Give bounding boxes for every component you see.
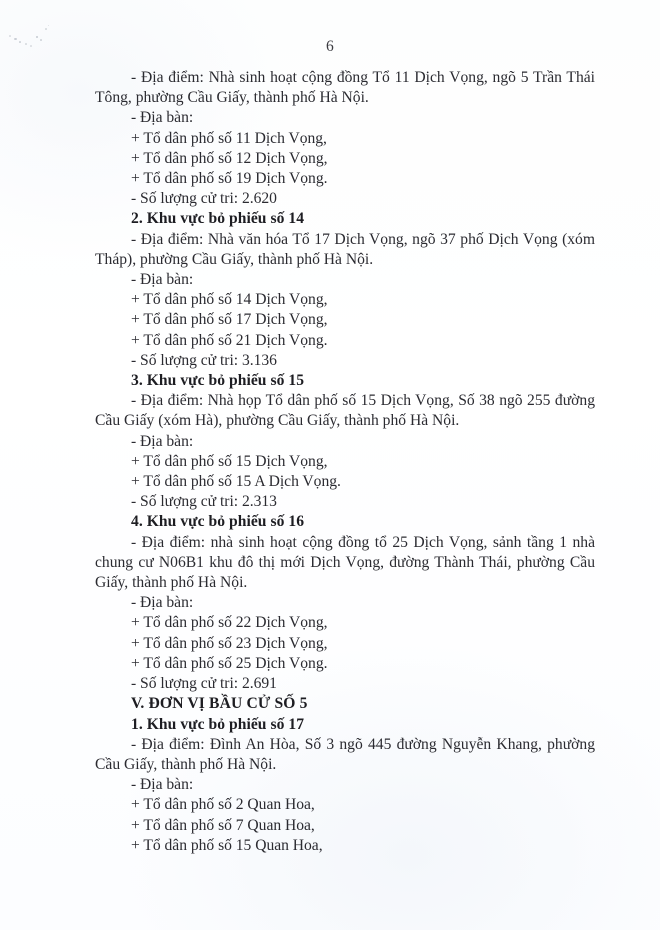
khu-vuc-15-dia-ban-label: - Địa bàn: [131, 432, 194, 450]
khu-vuc-16-dia-ban-label: - Địa bàn: [131, 594, 194, 612]
heading-khu-vuc-bo-phieu-so-17: 1. Khu vực bỏ phiếu số 17 [131, 715, 305, 733]
khu-vuc-13-to-11: + Tổ dân phố số 11 Dịch Vọng, [131, 129, 327, 147]
khu-vuc-13-to-19: + Tổ dân phố số 19 Dịch Vọng. [131, 170, 328, 188]
khu-vuc-13-to-12: + Tổ dân phố số 12 Dịch Vọng, [131, 149, 328, 167]
khu-vuc-17-dia-diem: - Địa điểm: Đình An Hòa, Số 3 ngõ 445 đường Nguyễn Khang, phường Cầu Giấy, thành phố Hà Nội. [95, 735, 595, 773]
khu-vuc-14-dia-ban-label: - Địa bàn: [131, 271, 194, 289]
khu-vuc-16-dia-diem: - Địa điểm: nhà sinh hoạt cộng đồng tổ 25 Dịch Vọng, sảnh tầng 1 nhà chung cư N06B1 khu đô thị mới Dịch Vọng, đường Thành Thái, phường Cầu Giấy, thành phố Hà Nội. [95, 533, 595, 592]
scan-speck [9, 35, 11, 37]
khu-vuc-17-to-7: + Tổ dân phố số 7 Quan Hoa, [131, 816, 315, 834]
khu-vuc-16-to-22: + Tổ dân phố số 22 Dịch Vọng, [131, 614, 328, 632]
heading-khu-vuc-bo-phieu-so-14: 2. Khu vực bỏ phiếu số 14 [131, 210, 305, 228]
heading-don-vi-bau-cu-so-5: V. ĐƠN VỊ BẦU CỬ SỐ 5 [131, 695, 308, 713]
heading-khu-vuc-bo-phieu-so-15: 3. Khu vực bỏ phiếu số 15 [131, 372, 305, 390]
khu-vuc-13-so-luong-cu-tri: - Số lượng cử tri: 2.620 [131, 190, 277, 208]
khu-vuc-15-to-15a: + Tổ dân phố số 15 A Dịch Vọng. [131, 473, 341, 491]
khu-vuc-13-dia-diem: - Địa điểm: Nhà sinh hoạt cộng đồng Tổ 11 Dịch Vọng, ngõ 5 Trần Thái Tông, phường Cầu Giấy, thành phố Hà Nội. [95, 69, 595, 107]
khu-vuc-16-to-25: + Tổ dân phố số 25 Dịch Vọng. [131, 654, 328, 672]
khu-vuc-14-to-21: + Tổ dân phố số 21 Dịch Vọng. [131, 331, 328, 349]
khu-vuc-15-dia-diem: - Địa điểm: Nhà họp Tổ dân phố số 15 Dịch Vọng, Số 38 ngõ 255 đường Cầu Giấy (xóm Hà), phường Cầu Giấy, thành phố Hà Nội. [95, 392, 595, 430]
khu-vuc-15-to-15: + Tổ dân phố số 15 Dịch Vọng, [131, 452, 328, 470]
document-body [95, 68, 595, 856]
khu-vuc-14-dia-diem: - Địa điểm: Nhà văn hóa Tổ 17 Dịch Vọng, ngõ 37 phố Dịch Vọng (xóm Tháp), phường Cầu Giấy, thành phố Hà Nội. [95, 230, 595, 268]
scan-speck [45, 28, 47, 30]
khu-vuc-14-to-14: + Tổ dân phố số 14 Dịch Vọng, [131, 291, 328, 309]
khu-vuc-16-to-23: + Tổ dân phố số 23 Dịch Vọng, [131, 634, 328, 652]
khu-vuc-14-so-luong-cu-tri: - Số lượng cử tri: 3.136 [131, 351, 277, 369]
page-number: 6 [326, 38, 334, 55]
khu-vuc-16-so-luong-cu-tri: - Số lượng cử tri: 2.691 [131, 675, 277, 693]
scan-speck [48, 25, 49, 26]
khu-vuc-13-dia-ban-label: - Địa bàn: [131, 109, 194, 127]
khu-vuc-17-to-2: + Tổ dân phố số 2 Quan Hoa, [131, 796, 315, 814]
khu-vuc-14-to-17: + Tổ dân phố số 17 Dịch Vọng, [131, 311, 328, 329]
khu-vuc-17-dia-ban-label: - Địa bàn: [131, 776, 194, 794]
heading-khu-vuc-bo-phieu-so-16: 4. Khu vực bỏ phiếu số 16 [131, 513, 305, 531]
khu-vuc-15-so-luong-cu-tri: - Số lượng cử tri: 2.313 [131, 493, 277, 511]
khu-vuc-17-to-15: + Tổ dân phố số 15 Quan Hoa, [131, 836, 323, 854]
